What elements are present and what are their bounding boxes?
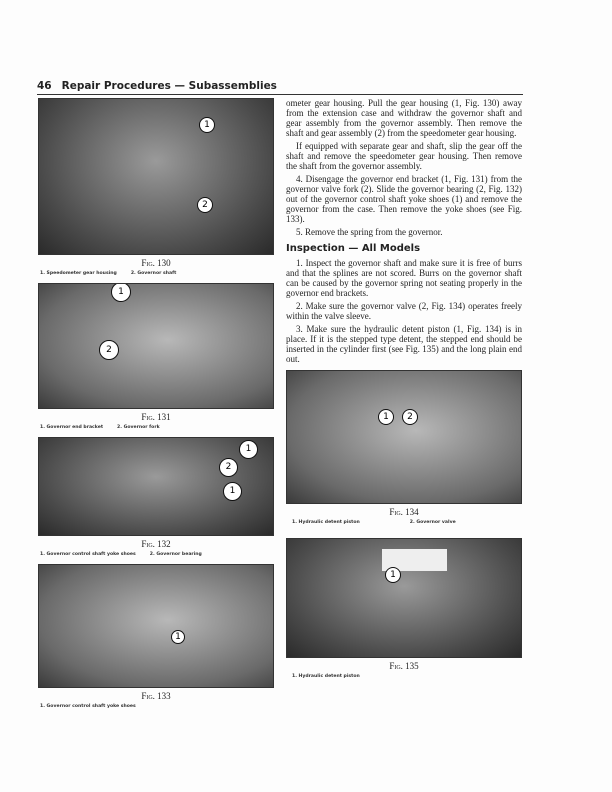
figure-134-legend — [286, 520, 522, 526]
figure-132-legend-1: 1. Governor control shaft yoke shoes — [40, 552, 136, 557]
right-column — [286, 98, 522, 686]
figure-133-caption: Fig. 133 — [141, 691, 171, 701]
paragraph: 5. Remove the spring from the governor. — [296, 227, 443, 237]
figure-131-photo — [38, 283, 274, 409]
paragraph: 4. Disengage the governor end bracket (1, Fig. 131) from the governor valve fork (2). Slide the governor bearing (2, Fig. 132) out of the governor control shaft yoke shoes (1) and remove the governor from the case. Then remove the yoke shoes (see Fig. 133). — [286, 174, 522, 224]
callout: 1 — [239, 440, 258, 459]
figure-132-photo — [38, 437, 274, 536]
figure-135-photo — [286, 538, 522, 658]
section-heading: Inspection — All Models — [286, 243, 421, 254]
paragraph: 2. Make sure the governor valve (2, Fig. 134) operates freely within the valve sleeve. — [286, 301, 522, 321]
figure-130-photo — [38, 98, 274, 255]
figure-134-legend-1: 1. Hydraulic detent piston — [292, 520, 360, 525]
callout: 1 — [171, 630, 185, 644]
figure-132-legend-2: 2. Governor bearing — [149, 552, 202, 557]
figure-132-caption: Fig. 132 — [141, 539, 171, 549]
figure-135-caption: Fig. 135 — [389, 661, 419, 671]
left-column — [38, 98, 274, 716]
paragraph: 3. Make sure the hydraulic detent piston (1, Fig. 134) is in place. If it is the stepped type detent, the stepped end should be inserted in the cylinder first (see Fig. 135) and the long plain end out. — [286, 324, 522, 364]
callout: 1 — [111, 283, 131, 302]
body-text-inspection — [286, 258, 522, 367]
callout: 1 — [199, 117, 215, 133]
figure-134-legend-2: 2. Governor valve — [409, 520, 456, 525]
callout: 2 — [197, 197, 213, 213]
figure-135-legend — [286, 674, 522, 680]
figure-135-legend-1: 1. Hydraulic detent piston — [292, 674, 360, 679]
figure-130-legend — [38, 271, 274, 277]
paragraph: If equipped with separate gear and shaft, slip the gear off the shaft and remove the speedometer gear housing. Then remove the shaft from the governor assembly. — [286, 141, 522, 171]
figure-133-legend — [38, 704, 274, 710]
figure-131-legend — [38, 425, 274, 431]
callout: 1 — [385, 567, 401, 583]
header-title: Repair Procedures — Subassemblies — [61, 80, 277, 92]
figure-131-legend-1: 1. Governor end bracket — [40, 425, 104, 430]
figure-130-legend-2: 2. Governor shaft — [130, 271, 177, 276]
callout: 1 — [378, 409, 394, 425]
callout: 2 — [219, 458, 238, 477]
figure-134-photo — [286, 370, 522, 504]
callout: 2 — [402, 409, 418, 425]
running-header — [37, 80, 277, 92]
page-number: 46 — [37, 80, 52, 92]
body-text-top — [286, 98, 522, 240]
figure-131-legend-2: 2. Governor fork — [117, 425, 160, 430]
figure-131-caption: Fig. 131 — [141, 412, 171, 422]
paragraph: ometer gear housing. Pull the gear housing (1, Fig. 130) away from the extension case and withdraw the governor shaft and gear assembly from the governor assembly. Then remove the shaft and gear assembly (2) from the speedometer gear housing. — [286, 98, 522, 138]
header-rule — [37, 94, 523, 95]
figure-132-legend — [38, 552, 274, 558]
figure-130-caption: Fig. 130 — [141, 258, 171, 268]
paragraph: 1. Inspect the governor shaft and make sure it is free of burrs and that the splines are not scored. Burrs on the governor shaft can be caused by the governor spring not seating properly in the governor end brackets. — [286, 258, 522, 298]
figure-133-legend-1: 1. Governor control shaft yoke shoes — [40, 704, 136, 709]
figure-134-caption: Fig. 134 — [389, 507, 419, 517]
figure-130-legend-1: 1. Speedometer gear housing — [40, 271, 117, 276]
callout: 1 — [223, 482, 242, 501]
callout: 2 — [99, 340, 119, 360]
figure-133-photo — [38, 564, 274, 688]
